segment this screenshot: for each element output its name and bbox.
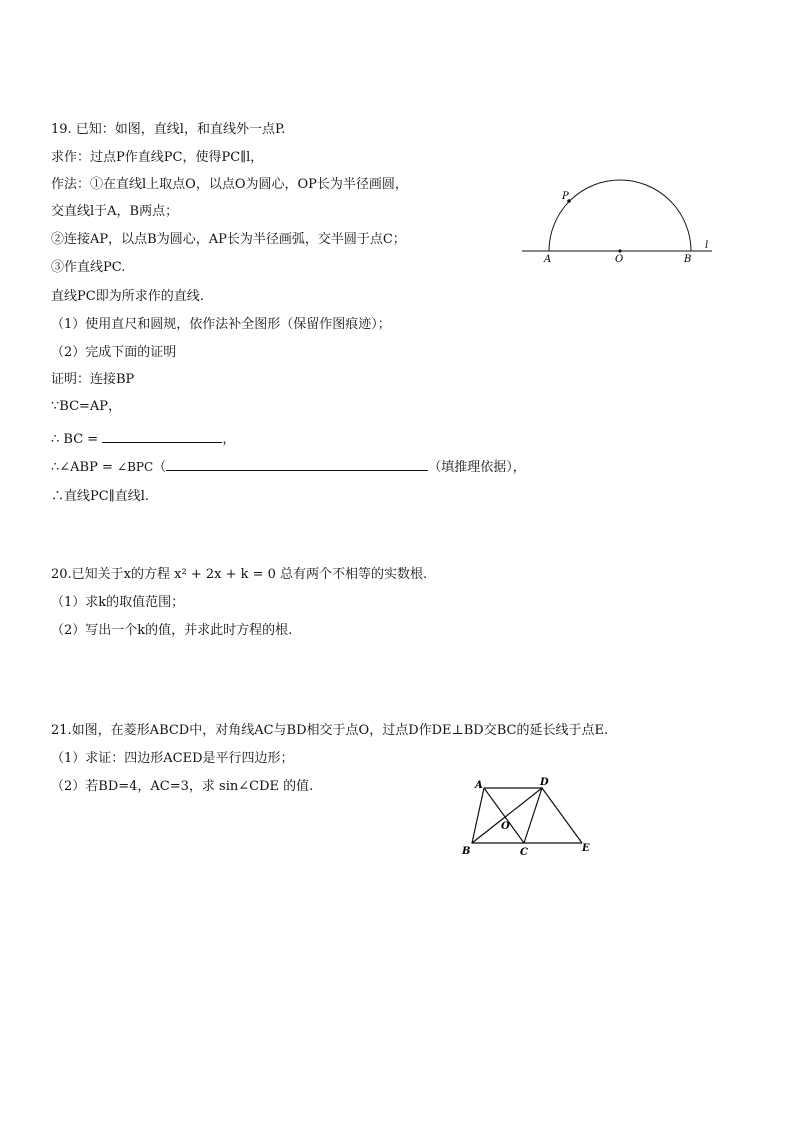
segment-DE [542,788,582,843]
q20-part2: （2）写出一个k的值，并求此时方程的根. [51,623,293,638]
answer-blank-arc[interactable] [102,430,222,443]
label-P: P [562,191,569,202]
label-A: A [475,780,483,791]
label-O: O [501,821,510,832]
q19-since: ∵BC=AP， [51,399,122,414]
label-E: E [582,843,590,854]
angle-bpc: ∠BPC [117,460,154,474]
q21-title: 21.如图，在菱形ABCD中，对角线AC与BD相交于点O，过点D作DE⊥BD交BC的延长线于点E. [51,723,609,738]
label-B: B [462,846,471,857]
q19-method-step2: ②连接AP，以点B为圆心，AP长为半径画弧，交半圆于点C； [51,232,406,247]
label-O: O [615,254,624,265]
q19-therefore-angle: ∴∠ABP = ∠BPC（ （填推理依据）， [51,460,526,475]
q19-method-step1: 作法：①在直线l上取点O，以点O为圆心，OP长为半径画圆， [51,177,408,192]
q21-part1: （1）求证：四边形ACED是平行四边形； [51,751,294,766]
q19-method-step1-cont: 交直线l于A，B两点； [51,204,179,219]
diagonal-AC [484,788,524,843]
q19-therefore-arc: ∴ BC = ， [51,432,236,447]
q21-part2: （2）若BD=4，AC=3，求 sin∠CDE 的值. [51,779,314,794]
q19-conclusion: 直线PC即为所求作的直线. [51,289,204,304]
label-A: A [544,254,552,265]
q19-part1: （1）使用直尺和圆规，依作法补全图形（保留作图痕迹）； [51,317,391,332]
q20-part1: （1）求k的取值范围； [51,595,185,610]
semicircle [549,180,691,251]
therefore-angle-suffix: （填推理依据）， [428,460,526,475]
label-B: B [684,254,692,265]
point-O [618,249,621,252]
q19-part2: （2）完成下面的证明 [51,345,177,360]
q19-title: 19. 已知：如图，直线l，和直线外一点P. [51,122,286,137]
q19-final: ∴直线PC∥直线l. [51,489,149,504]
label-D: D [540,777,549,788]
q19-task: 求作：过点P作直线PC，使得PC∥l， [51,150,264,165]
therefore-arc-text: ∴ BC = [51,432,99,447]
q19-figure [520,175,720,265]
q19-method-step3: ③作直线PC. [51,260,126,275]
q21-figure [458,774,598,859]
answer-blank-reason[interactable] [166,458,428,471]
q19-proof-start: 证明：连接BP [51,372,135,387]
therefore-angle-text: ∴∠ABP = [51,460,113,475]
q20-title: 20.已知关于x的方程 x² + 2x + k = 0 总有两个不相等的实数根. [51,567,428,582]
label-C: C [520,847,528,858]
label-l: l [705,240,709,251]
